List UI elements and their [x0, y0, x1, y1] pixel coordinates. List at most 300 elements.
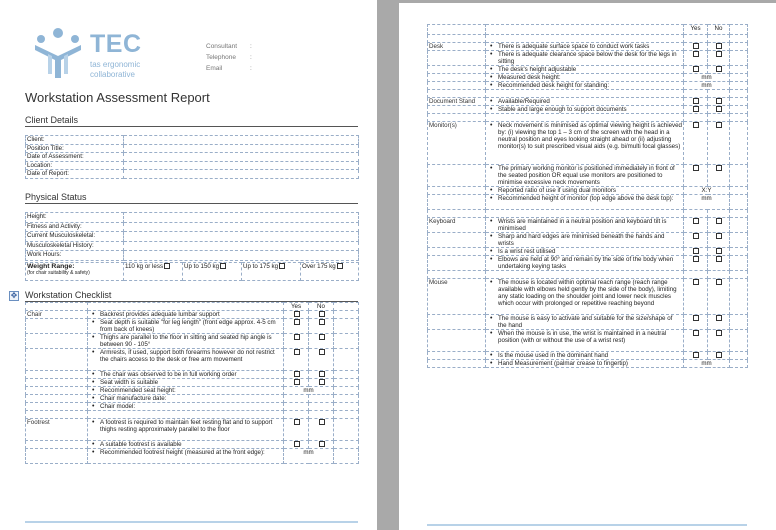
client-details-heading: Client Details	[25, 115, 358, 127]
checkbox-icon[interactable]	[294, 419, 300, 425]
checklist-category	[428, 271, 486, 279]
document-page-1	[0, 0, 377, 530]
yes-checkbox[interactable]	[684, 43, 708, 51]
checkbox-icon[interactable]	[693, 330, 699, 336]
checkbox-icon[interactable]	[716, 352, 722, 358]
checklist-item	[486, 210, 684, 218]
checklist-row	[26, 441, 359, 449]
checkbox-icon[interactable]	[693, 218, 699, 224]
no-checkbox[interactable]	[708, 233, 730, 248]
notes-cell[interactable]	[730, 165, 748, 187]
form-label: Client:	[26, 136, 124, 145]
checklist-row	[428, 114, 748, 122]
checklist-category	[26, 403, 88, 411]
checkbox-icon[interactable]	[220, 263, 226, 269]
checklist-category	[428, 90, 486, 98]
checklist-item: • Recommended footrest height (measured at the front edge):	[88, 449, 284, 464]
notes-cell[interactable]	[730, 43, 748, 51]
unit-field[interactable]: mm	[684, 82, 730, 90]
empty-cell	[684, 271, 708, 279]
checklist-item	[486, 90, 684, 98]
form-row	[26, 170, 359, 179]
form-row	[26, 251, 359, 261]
checkbox-icon[interactable]	[294, 349, 300, 355]
form-value-field[interactable]	[124, 161, 359, 170]
notes-cell[interactable]	[730, 315, 748, 330]
checklist-category	[428, 82, 486, 90]
form-label: Musculoskeletal History:	[26, 241, 124, 251]
checkbox-icon[interactable]	[279, 263, 285, 269]
no-checkbox[interactable]	[309, 419, 334, 441]
unit-field[interactable]: mm	[684, 74, 730, 82]
checklist-item: • Recommended height of monitor (top edge above the desk top):	[486, 195, 684, 210]
yes-checkbox[interactable]	[684, 279, 708, 315]
yes-checkbox[interactable]	[684, 51, 708, 66]
checklist-item: • Seat width is suitable	[88, 379, 284, 387]
checkbox-icon[interactable]	[716, 279, 722, 285]
checklist-item: • The mouse is located within optimal reach range (reach range available with elbows held gently by the side of the body), limiting any static loading on the shoulder joint and lower neck muscles which occur with prolonged or repetitive reaching beyond	[486, 279, 684, 315]
notes-cell[interactable]	[730, 66, 748, 74]
checklist-category	[428, 66, 486, 74]
notes-cell[interactable]	[730, 35, 748, 43]
no-checkbox[interactable]	[309, 349, 334, 371]
no-checkbox[interactable]	[708, 98, 730, 106]
checkbox-icon[interactable]	[319, 349, 325, 355]
checkbox-icon[interactable]	[716, 256, 722, 262]
checklist-category	[26, 387, 88, 395]
checkbox-icon[interactable]	[319, 319, 325, 325]
checkbox-icon[interactable]	[693, 315, 699, 321]
notes-cell[interactable]	[334, 403, 359, 411]
checklist-row	[26, 449, 359, 464]
checklist-row	[428, 210, 748, 218]
notes-cell[interactable]	[730, 82, 748, 90]
checklist-item: • Stable and large enough to support documents	[486, 106, 684, 114]
checklist-row	[26, 403, 359, 411]
yes-checkbox[interactable]	[284, 334, 309, 349]
checkbox-icon[interactable]	[716, 98, 722, 104]
checklist-item: • The mouse is easy to activate and suitable for the size/shape of the hand	[486, 315, 684, 330]
checkbox-icon[interactable]	[693, 256, 699, 262]
weight-option-2[interactable]: Up to 150 kg	[183, 263, 242, 281]
checklist-item: • Chair model:	[88, 403, 284, 411]
checklist-category: Document Stand	[428, 98, 486, 106]
notes-cell[interactable]	[730, 352, 748, 360]
checklist-category	[26, 395, 88, 403]
no-checkbox[interactable]	[708, 256, 730, 271]
checklist-category	[26, 334, 88, 349]
checkbox-icon[interactable]	[716, 122, 722, 128]
checkbox-icon[interactable]	[693, 106, 699, 112]
checkbox-icon[interactable]	[716, 51, 722, 57]
form-value-field[interactable]	[124, 144, 359, 153]
empty-cell	[284, 395, 309, 403]
checklist-row	[428, 271, 748, 279]
empty-cell	[684, 114, 708, 122]
checkbox-icon[interactable]	[693, 43, 699, 49]
checkbox-icon[interactable]	[716, 43, 722, 49]
checklist-row	[26, 319, 359, 334]
checkbox-icon[interactable]	[294, 319, 300, 325]
no-checkbox[interactable]	[708, 66, 730, 74]
checklist-category	[26, 371, 88, 379]
checklist-item: • Seat depth is suitable "for leg length" (front edge approx. 4-5 cm from back of knees)	[88, 319, 284, 334]
no-checkbox[interactable]	[708, 279, 730, 315]
yes-checkbox[interactable]	[284, 311, 309, 319]
checklist-item: • Hand Measurement (palmar crease to fingertip)	[486, 360, 684, 368]
no-checkbox[interactable]	[309, 334, 334, 349]
telephone-label: Telephone	[206, 54, 236, 61]
unit-field[interactable]: mm	[684, 360, 730, 368]
checkbox-icon[interactable]	[693, 66, 699, 72]
notes-cell[interactable]	[730, 279, 748, 315]
checklist-category	[428, 330, 486, 352]
tec-logo	[30, 24, 160, 84]
checklist-row	[26, 334, 359, 349]
notes-cell[interactable]	[730, 256, 748, 271]
table-move-handle-icon[interactable]: ✥	[10, 291, 18, 300]
weight-option-4[interactable]: Over 175 kg	[301, 263, 359, 281]
yes-checkbox[interactable]	[284, 349, 309, 371]
checklist-item: • Backrest provides adequate lumbar support	[88, 311, 284, 319]
empty-cell	[708, 210, 730, 218]
empty-cell	[684, 35, 708, 43]
checkbox-icon[interactable]	[716, 165, 722, 171]
notes-cell[interactable]	[730, 90, 748, 98]
checklist-row	[428, 74, 748, 82]
no-checkbox[interactable]	[708, 330, 730, 352]
yes-checkbox[interactable]	[684, 66, 708, 74]
form-label: Location:	[26, 161, 124, 170]
checklist-item	[486, 271, 684, 279]
empty-cell	[708, 90, 730, 98]
yes-checkbox[interactable]	[284, 419, 309, 441]
form-value-field[interactable]	[124, 153, 359, 162]
notes-cell[interactable]	[334, 449, 359, 464]
people-logo-icon	[30, 24, 86, 80]
notes-cell[interactable]	[730, 106, 748, 114]
checklist-item: • Armrests, if used, support both forearms however do not restrict the chairs access to the desk or free arm movement	[88, 349, 284, 371]
document-page-2	[399, 0, 776, 530]
checkbox-icon[interactable]	[319, 441, 325, 447]
yes-checkbox[interactable]	[684, 98, 708, 106]
form-row	[26, 153, 359, 162]
checklist-table-page-1	[25, 302, 359, 464]
weight-option-3[interactable]: Up to 175 kg	[242, 263, 301, 281]
checklist-item: • Recommended desk height for standing:	[486, 82, 684, 90]
checklist-item: • Reported ratio of use if using dual monitors	[486, 187, 684, 195]
yes-checkbox[interactable]	[684, 315, 708, 330]
notes-cell[interactable]	[730, 248, 748, 256]
form-label: Date of Report:	[26, 170, 124, 179]
checklist-item	[88, 411, 284, 419]
checklist-category	[26, 349, 88, 371]
checkbox-icon[interactable]	[716, 218, 722, 224]
no-checkbox[interactable]	[708, 248, 730, 256]
no-header: No	[309, 303, 334, 311]
notes-cell[interactable]	[334, 379, 359, 387]
checklist-item: • Neck movement is minimised as optimal viewing height is achieved by: (i) viewing the top 1 – 3 cm of the screen with the head in a neutral position and eyes looking straight ahead or (ii) adjusting monitor(s) to suit prescribed visual aids (e.g. bi/multi focal glasses)	[486, 122, 684, 165]
notes-cell[interactable]	[730, 187, 748, 195]
checklist-row	[428, 106, 748, 114]
no-checkbox[interactable]	[708, 165, 730, 187]
consultant-label: Consultant	[206, 43, 238, 50]
notes-cell[interactable]	[730, 122, 748, 165]
no-checkbox[interactable]	[708, 218, 730, 233]
checklist-item: • When the mouse is in use, the wrist is maintained in a neutral position (with or without the use of a wrist rest)	[486, 330, 684, 352]
checklist-category	[428, 248, 486, 256]
checkbox-icon[interactable]	[294, 311, 300, 317]
notes-cell[interactable]	[334, 411, 359, 419]
contact-block: Consultant : Telephone : Email :	[206, 43, 252, 72]
notes-cell[interactable]	[334, 371, 359, 379]
checklist-category	[26, 411, 88, 419]
checklist-item: • Is a wrist rest utilised	[486, 248, 684, 256]
physical-status-table	[25, 212, 359, 261]
checkbox-icon[interactable]	[294, 371, 300, 377]
notes-cell[interactable]	[334, 319, 359, 334]
checklist-row	[428, 330, 748, 352]
notes-cell[interactable]	[730, 360, 748, 368]
notes-cell[interactable]	[730, 218, 748, 233]
checklist-row	[428, 352, 748, 360]
checkbox-icon[interactable]	[319, 379, 325, 385]
notes-cell[interactable]	[730, 51, 748, 66]
form-value-field[interactable]	[124, 222, 359, 232]
checklist-item: • The chair was observed to be in full working order	[88, 371, 284, 379]
yes-checkbox[interactable]	[284, 371, 309, 379]
notes-cell[interactable]	[730, 330, 748, 352]
notes-cell[interactable]	[730, 195, 748, 210]
workstation-checklist-heading: Workstation Checklist	[25, 290, 358, 302]
checkbox-icon[interactable]	[716, 106, 722, 112]
checklist-category	[26, 379, 88, 387]
checkbox-icon[interactable]	[319, 419, 325, 425]
notes-cell[interactable]	[730, 210, 748, 218]
form-value-field[interactable]	[124, 213, 359, 223]
checklist-item: • Is the mouse used in the dominant hand	[486, 352, 684, 360]
checklist-item	[486, 114, 684, 122]
empty-cell	[708, 35, 730, 43]
notes-cell[interactable]	[334, 387, 359, 395]
checkbox-icon[interactable]	[319, 371, 325, 377]
form-row	[26, 222, 359, 232]
yes-checkbox[interactable]	[684, 256, 708, 271]
logo-subtitle: tas ergonomic collaborative	[90, 60, 141, 79]
notes-cell[interactable]	[334, 334, 359, 349]
checkbox-icon[interactable]	[716, 66, 722, 72]
form-value-field[interactable]	[124, 241, 359, 251]
notes-cell[interactable]	[730, 98, 748, 106]
checkbox-icon[interactable]	[693, 165, 699, 171]
notes-cell[interactable]	[334, 441, 359, 449]
yes-checkbox[interactable]	[684, 233, 708, 248]
form-value-field[interactable]	[124, 136, 359, 145]
checklist-item: • Measured desk height:	[486, 74, 684, 82]
checkbox-icon[interactable]	[693, 233, 699, 239]
yes-checkbox[interactable]	[684, 106, 708, 114]
empty-cell	[684, 210, 708, 218]
checklist-category	[26, 319, 88, 334]
checklist-item: • The desk's height adjustable	[486, 66, 684, 74]
checkbox-icon[interactable]	[319, 334, 325, 340]
checklist-category: Chair	[26, 311, 88, 319]
checklist-category	[428, 315, 486, 330]
no-checkbox[interactable]	[309, 441, 334, 449]
checklist-row	[428, 35, 748, 43]
checklist-item: • There is adequate clearance space below the desk for the legs in sitting	[486, 51, 684, 66]
yes-checkbox[interactable]	[684, 218, 708, 233]
checklist-row	[428, 187, 748, 195]
checkbox-icon[interactable]	[693, 279, 699, 285]
yes-checkbox[interactable]	[684, 248, 708, 256]
checklist-item: • Thighs are parallel to the floor in sitting and seated hip angle is between 90 - 105°	[88, 334, 284, 349]
no-checkbox[interactable]	[309, 319, 334, 334]
checklist-row	[428, 233, 748, 248]
form-value-field[interactable]	[124, 251, 359, 261]
no-checkbox[interactable]	[309, 379, 334, 387]
checklist-category	[428, 114, 486, 122]
checklist-row	[428, 218, 748, 233]
checklist-item: • Available/Required	[486, 98, 684, 106]
unit-field[interactable]: mm	[284, 449, 334, 464]
checklist-category	[26, 441, 88, 449]
footer-line	[427, 524, 747, 526]
notes-cell[interactable]	[334, 311, 359, 319]
checklist-row	[26, 349, 359, 371]
logo-name: TEC	[90, 30, 142, 58]
checklist-row	[428, 256, 748, 271]
checkbox-icon[interactable]	[693, 51, 699, 57]
checklist-item: • There is adequate surface space to conduct work tasks	[486, 43, 684, 51]
yes-checkbox[interactable]	[284, 319, 309, 334]
weight-range-table	[25, 262, 359, 281]
checklist-row	[26, 419, 359, 441]
checkbox-icon[interactable]	[337, 263, 343, 269]
checklist-category	[428, 210, 486, 218]
yes-checkbox[interactable]	[284, 379, 309, 387]
checklist-category	[428, 165, 486, 187]
weight-option-1[interactable]: 110 kg or less	[124, 263, 183, 281]
notes-cell[interactable]	[334, 419, 359, 441]
checkbox-icon[interactable]	[716, 233, 722, 239]
checklist-category	[428, 35, 486, 43]
notes-cell[interactable]	[730, 114, 748, 122]
checklist-item: • A suitable footrest is available	[88, 441, 284, 449]
checkbox-icon[interactable]	[693, 122, 699, 128]
form-row	[26, 136, 359, 145]
notes-cell[interactable]	[730, 271, 748, 279]
form-label: Work Hours:	[26, 251, 124, 261]
notes-cell[interactable]	[730, 74, 748, 82]
checkbox-icon[interactable]	[294, 334, 300, 340]
no-checkbox[interactable]	[708, 315, 730, 330]
empty-cell	[684, 90, 708, 98]
checklist-row	[428, 122, 748, 165]
no-checkbox[interactable]	[708, 352, 730, 360]
no-checkbox[interactable]	[708, 122, 730, 165]
weight-range-label: Weight Range: (for chair suitability & safety)	[26, 263, 124, 281]
checkbox-icon[interactable]	[716, 248, 722, 254]
checklist-item: • Sharp and hard edges are minimised beneath the hands and wrists	[486, 233, 684, 248]
checklist-item: • Chair manufacture date:	[88, 395, 284, 403]
checklist-row	[26, 387, 359, 395]
empty-cell	[309, 403, 334, 411]
yes-checkbox[interactable]	[284, 441, 309, 449]
checkbox-icon[interactable]	[294, 379, 300, 385]
notes-cell[interactable]	[334, 395, 359, 403]
checkbox-icon[interactable]	[693, 248, 699, 254]
checklist-category	[428, 106, 486, 114]
empty-cell	[284, 411, 309, 419]
checkbox-icon[interactable]	[294, 441, 300, 447]
unit-field[interactable]: mm	[684, 195, 730, 210]
empty-cell	[284, 403, 309, 411]
checklist-category: Desk	[428, 43, 486, 51]
no-checkbox[interactable]	[708, 51, 730, 66]
checklist-row	[26, 379, 359, 387]
checklist-category: Monitor(s)	[428, 122, 486, 165]
no-checkbox[interactable]	[708, 106, 730, 114]
footer-line	[25, 521, 358, 523]
client-details-table	[25, 135, 359, 179]
form-label: Fitness and Activity:	[26, 222, 124, 232]
checklist-row	[428, 360, 748, 368]
checkbox-icon[interactable]	[716, 330, 722, 336]
yes-checkbox[interactable]	[684, 330, 708, 352]
checklist-category	[428, 195, 486, 210]
checklist-category: Mouse	[428, 279, 486, 315]
checklist-category: Footrest	[26, 419, 88, 441]
form-label: Height:	[26, 213, 124, 223]
unit-field[interactable]: mm	[284, 387, 334, 395]
form-row	[26, 144, 359, 153]
report-title: Workstation Assessment Report	[25, 90, 210, 105]
checklist-item: • Recommended seat height:	[88, 387, 284, 395]
form-value-field[interactable]	[124, 170, 359, 179]
checklist-row	[428, 248, 748, 256]
checklist-row	[428, 279, 748, 315]
checkbox-icon[interactable]	[164, 263, 170, 269]
no-checkbox[interactable]	[309, 371, 334, 379]
no-checkbox[interactable]	[708, 43, 730, 51]
form-row	[26, 241, 359, 251]
checklist-row	[428, 90, 748, 98]
checklist-row	[428, 315, 748, 330]
no-checkbox[interactable]	[309, 311, 334, 319]
form-value-field[interactable]	[124, 232, 359, 242]
yes-checkbox[interactable]	[684, 122, 708, 165]
checklist-category	[26, 449, 88, 464]
form-row	[26, 161, 359, 170]
checkbox-icon[interactable]	[716, 315, 722, 321]
email-label: Email	[206, 65, 223, 72]
checkbox-icon[interactable]	[693, 98, 699, 104]
checkbox-icon[interactable]	[693, 352, 699, 358]
checklist-category	[428, 360, 486, 368]
checklist-category	[428, 352, 486, 360]
no-header: No	[708, 25, 730, 35]
checkbox-icon[interactable]	[319, 311, 325, 317]
unit-field[interactable]: X:Y	[684, 187, 730, 195]
yes-checkbox[interactable]	[684, 165, 708, 187]
notes-cell[interactable]	[334, 349, 359, 371]
yes-checkbox[interactable]	[684, 352, 708, 360]
form-row	[26, 232, 359, 242]
physical-status-heading: Physical Status	[25, 192, 358, 204]
form-row	[26, 213, 359, 223]
notes-cell[interactable]	[730, 233, 748, 248]
